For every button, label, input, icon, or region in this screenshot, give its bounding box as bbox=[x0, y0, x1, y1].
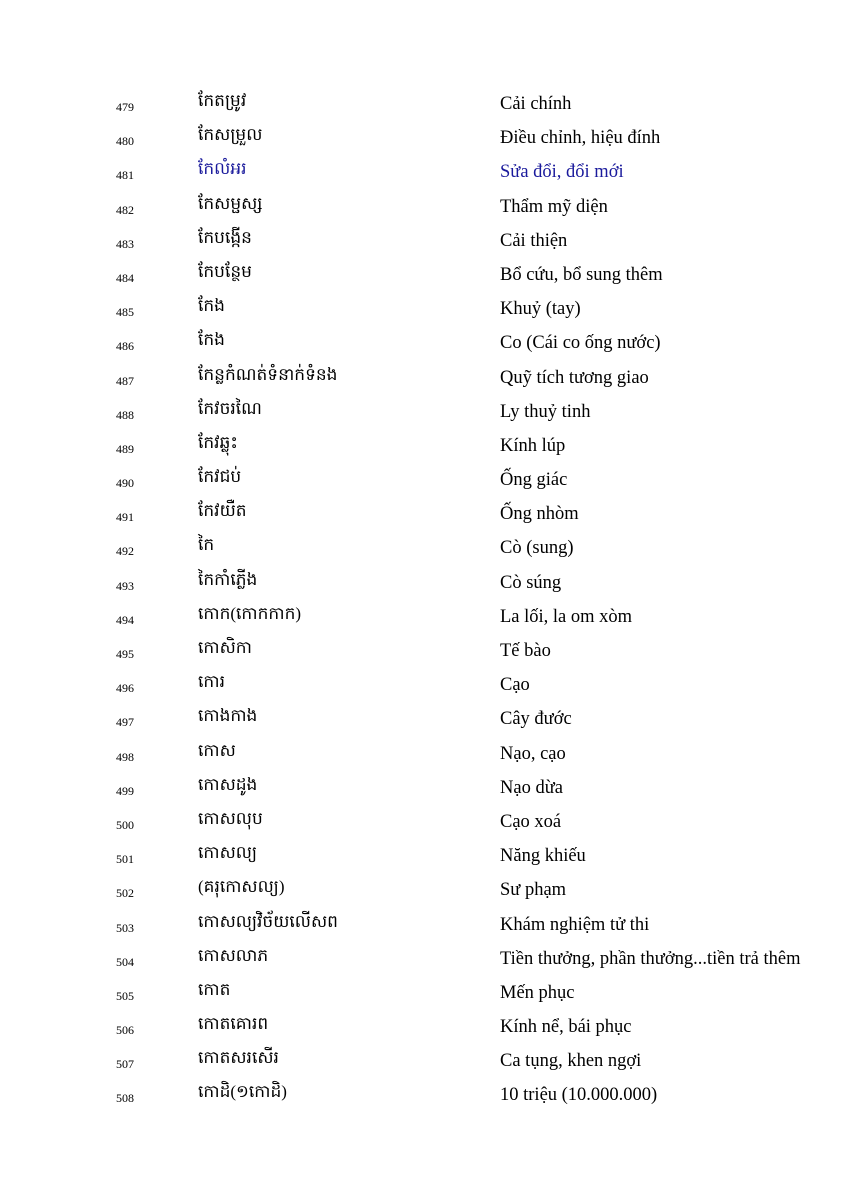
khmer-term: កោដិ(១កោដិ) bbox=[198, 1082, 287, 1102]
entry-row bbox=[0, 530, 848, 564]
entry-number: 502 bbox=[116, 886, 134, 901]
entry-row bbox=[0, 1043, 848, 1077]
vietnamese-translation: Cây đước bbox=[500, 709, 572, 730]
entry-number: 496 bbox=[116, 681, 134, 696]
khmer-term: កោត bbox=[198, 979, 231, 999]
khmer-term: កោសលុប bbox=[198, 808, 263, 828]
entry-row bbox=[0, 907, 848, 941]
khmer-term: កោតគោរព bbox=[198, 1014, 269, 1034]
entry-row bbox=[0, 120, 848, 154]
entry-number: 507 bbox=[116, 1057, 134, 1072]
khmer-term: កោសល្យ bbox=[198, 843, 258, 863]
entry-number: 492 bbox=[116, 544, 134, 559]
entry-number: 506 bbox=[116, 1023, 134, 1038]
vietnamese-translation: Bổ cứu, bổ sung thêm bbox=[500, 264, 663, 285]
entry-row bbox=[0, 770, 848, 804]
entry-row bbox=[0, 599, 848, 633]
khmer-term: កោស bbox=[198, 740, 236, 760]
khmer-term: កៃ bbox=[198, 535, 215, 555]
entry-row bbox=[0, 291, 848, 325]
entry-row bbox=[0, 872, 848, 906]
vietnamese-translation: Sửa đổi, đổi mới bbox=[500, 162, 624, 183]
entry-number: 484 bbox=[116, 270, 134, 285]
entry-number: 494 bbox=[116, 612, 134, 627]
entry-row bbox=[0, 325, 848, 359]
khmer-term: កោរ bbox=[198, 672, 225, 692]
entry-number: 501 bbox=[116, 852, 134, 867]
entry-row bbox=[0, 86, 848, 120]
entry-row bbox=[0, 462, 848, 496]
entry-number: 489 bbox=[116, 441, 134, 456]
vietnamese-translation: Thẩm mỹ diện bbox=[500, 196, 608, 217]
entry-row bbox=[0, 257, 848, 291]
entry-row bbox=[0, 701, 848, 735]
vietnamese-translation: Điều chỉnh, hiệu đính bbox=[500, 128, 661, 149]
entry-number: 493 bbox=[116, 578, 134, 593]
entry-number: 505 bbox=[116, 988, 134, 1003]
vietnamese-translation: Ống giác bbox=[500, 470, 568, 491]
entry-number: 486 bbox=[116, 339, 134, 354]
entry-row bbox=[0, 736, 848, 770]
vietnamese-translation: Ống nhòm bbox=[500, 504, 579, 525]
entry-list bbox=[0, 86, 848, 1112]
vietnamese-translation: Cải thiện bbox=[500, 230, 568, 251]
vietnamese-translation: Ca tụng, khen ngợi bbox=[500, 1051, 642, 1072]
entry-number: 481 bbox=[116, 168, 134, 183]
khmer-term: កែវជប់ bbox=[198, 467, 242, 487]
entry-number: 495 bbox=[116, 647, 134, 661]
entry-number: 498 bbox=[116, 749, 134, 764]
khmer-term: កោសល្យវិច័យលើសព bbox=[198, 911, 338, 931]
vietnamese-translation: Tế bào bbox=[500, 641, 551, 661]
vietnamese-translation: Kính nể, bái phục bbox=[500, 1017, 632, 1038]
khmer-term: កែង bbox=[198, 296, 225, 316]
vietnamese-translation: Cải chính bbox=[500, 94, 572, 114]
vietnamese-translation: Khám nghiệm tử thi bbox=[500, 914, 650, 935]
entry-row bbox=[0, 804, 848, 838]
entry-number: 490 bbox=[116, 476, 134, 491]
khmer-term: កោក(កោកកាក) bbox=[198, 603, 302, 623]
entry-number: 485 bbox=[116, 305, 134, 320]
entry-number: 491 bbox=[116, 510, 134, 525]
entry-number: 482 bbox=[116, 202, 134, 217]
khmer-term: កោតសរសើរ bbox=[198, 1048, 279, 1068]
vietnamese-translation: Cạo xoá bbox=[500, 811, 562, 832]
entry-row bbox=[0, 1009, 848, 1043]
vietnamese-translation: Quỹ tích tương giao bbox=[500, 367, 649, 388]
vietnamese-translation: Sư phạm bbox=[500, 880, 567, 901]
vietnamese-translation: Cạo bbox=[500, 675, 530, 696]
vietnamese-translation: Khuỷ (tay) bbox=[500, 299, 581, 320]
vietnamese-translation: 10 triệu (10.000.000) bbox=[500, 1085, 658, 1106]
entry-row bbox=[0, 154, 848, 188]
entry-row bbox=[0, 838, 848, 872]
entry-number: 487 bbox=[116, 373, 134, 388]
entry-row bbox=[0, 667, 848, 701]
khmer-term: កោសដូង bbox=[198, 774, 258, 794]
vietnamese-translation: La lối, la om xòm bbox=[500, 606, 633, 627]
entry-row bbox=[0, 633, 848, 667]
khmer-term: កែតម្រូវ bbox=[198, 91, 247, 110]
khmer-term: កែបង្កើន bbox=[198, 227, 252, 247]
vietnamese-translation: Nạo dừa bbox=[500, 777, 563, 798]
vietnamese-translation: Kính lúp bbox=[500, 435, 566, 456]
vietnamese-translation: Cò (sung) bbox=[500, 538, 574, 559]
entry-number: 479 bbox=[116, 100, 134, 114]
vietnamese-translation: Cò súng bbox=[500, 572, 562, 593]
entry-row bbox=[0, 428, 848, 462]
khmer-term: កែន្លកំណត់ទំនាក់ទំនង bbox=[198, 364, 338, 384]
vietnamese-translation: Mến phục bbox=[500, 982, 575, 1003]
entry-number: 508 bbox=[116, 1091, 134, 1106]
entry-number: 488 bbox=[116, 407, 134, 422]
khmer-term: កៃកាំភ្លើង bbox=[198, 569, 258, 589]
vietnamese-translation: Co (Cái co ống nước) bbox=[500, 333, 661, 354]
khmer-term: កែលំអរ bbox=[198, 159, 247, 179]
entry-row bbox=[0, 496, 848, 530]
vietnamese-translation: Năng khiếu bbox=[500, 846, 586, 867]
khmer-term: កែង bbox=[198, 330, 225, 350]
entry-row bbox=[0, 565, 848, 599]
khmer-term: កែសម្ផស្ស bbox=[198, 193, 263, 213]
entry-number: 504 bbox=[116, 954, 134, 969]
vietnamese-translation: Ly thuỷ tinh bbox=[500, 401, 591, 422]
khmer-term: កែវយឺត bbox=[198, 501, 247, 521]
entry-row bbox=[0, 941, 848, 975]
khmer-term: កែបន្ថែម bbox=[198, 261, 252, 281]
entry-row bbox=[0, 223, 848, 257]
vietnamese-translation: Tiền thưởng, phần thưởng...tiền trả thêm bbox=[500, 948, 801, 969]
khmer-term: (គរុកោសល្យ) bbox=[198, 877, 285, 897]
entry-row bbox=[0, 360, 848, 394]
entry-row bbox=[0, 975, 848, 1009]
entry-number: 500 bbox=[116, 817, 134, 832]
entry-number: 499 bbox=[116, 783, 134, 798]
khmer-term: កែវចរណៃ bbox=[198, 398, 262, 418]
entry-number: 483 bbox=[116, 236, 134, 251]
khmer-term: កែវឆ្លុះ bbox=[198, 432, 238, 452]
entry-number: 480 bbox=[116, 134, 134, 149]
khmer-term: កែសម្រួល bbox=[198, 125, 263, 145]
khmer-term: កោសលាភ bbox=[198, 945, 269, 965]
khmer-term: កោងកាង bbox=[198, 706, 258, 726]
vietnamese-translation: Nạo, cạo bbox=[500, 743, 566, 764]
entry-row bbox=[0, 394, 848, 428]
entry-number: 497 bbox=[116, 715, 134, 730]
khmer-term: កោសិកា bbox=[198, 638, 252, 657]
entry-number: 503 bbox=[116, 920, 134, 935]
entry-row bbox=[0, 1077, 848, 1111]
entry-row bbox=[0, 189, 848, 223]
